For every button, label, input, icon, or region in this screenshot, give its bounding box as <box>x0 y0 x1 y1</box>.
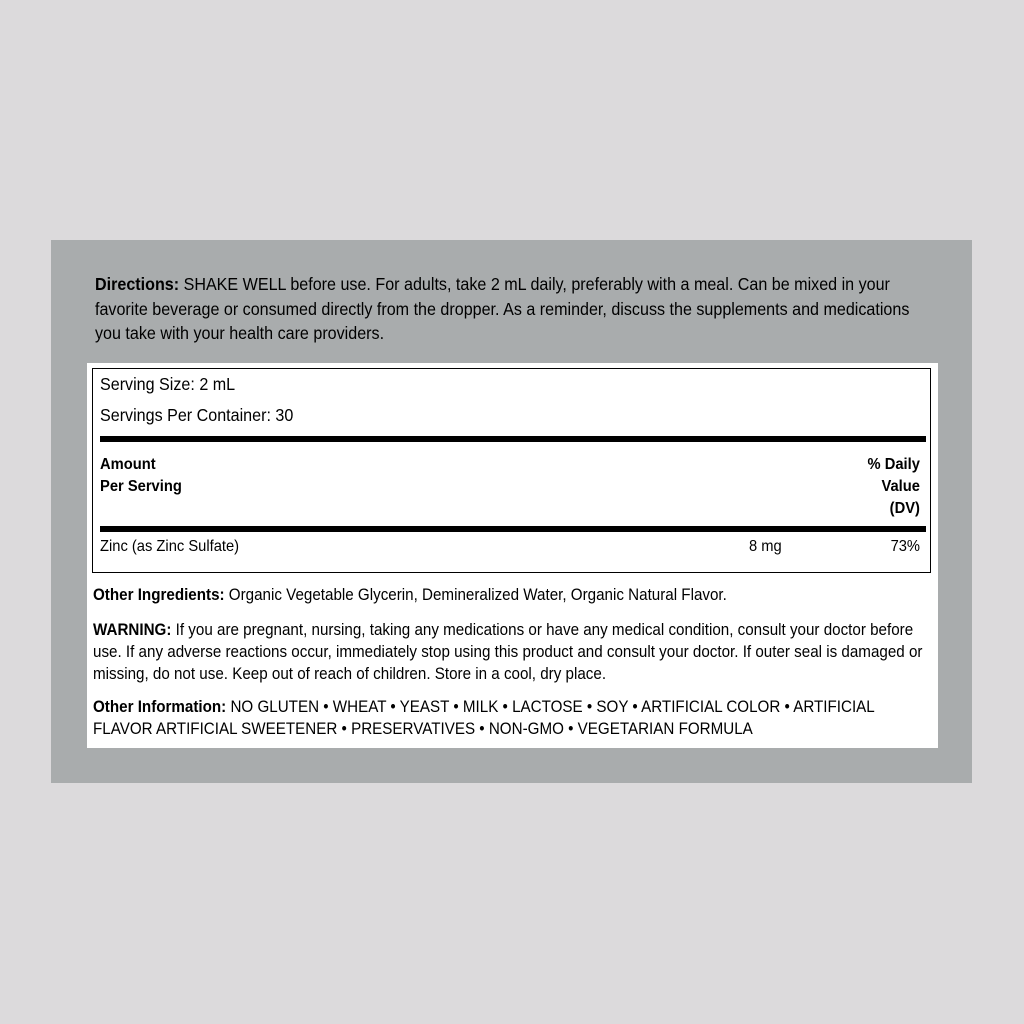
serving-size: Serving Size: 2 mL <box>100 374 236 394</box>
other-ingredients <box>93 584 930 606</box>
other-information-label: Other Information: <box>93 698 227 716</box>
nutrient-amount: 8 mg <box>749 538 782 555</box>
directions-text: SHAKE WELL before use. For adults, take 2 mL daily, preferably with a meal. Can be mixed in your favorite beverage or consumed directly from the dropper. As a reminder, discuss the supplements and medications you take with your health care providers. <box>95 274 910 343</box>
other-ingredients-text: Organic Vegetable Glycerin, Demineralized Water, Organic Natural Flavor. <box>228 586 727 604</box>
facts-divider-bottom <box>100 526 926 532</box>
warning-label: WARNING: <box>93 621 172 639</box>
warning-text: If you are pregnant, nursing, taking any medications or have any medical condition, consult your doctor before use. If any adverse reactions occur, immediately stop using this product and consult your doctor. If outer seal is damaged or missing, do not use. Keep out of reach of children. Store in a cool, dry place. <box>93 621 923 683</box>
directions-label: Directions: <box>95 274 180 294</box>
supplement-label-panel <box>51 240 972 783</box>
dv-header-line1: % Daily <box>867 456 920 473</box>
servings-per-container: Servings Per Container: 30 <box>100 405 294 425</box>
amount-header-line1: Amount <box>100 456 156 473</box>
nutrient-daily-value: 73% <box>890 538 920 555</box>
warning <box>93 619 930 685</box>
dv-header-line2: Value <box>881 478 920 495</box>
facts-divider-top <box>100 436 926 442</box>
supplement-facts-table <box>92 368 931 573</box>
amount-header-line2: Per Serving <box>100 478 182 495</box>
daily-value-header <box>868 454 920 520</box>
other-ingredients-label: Other Ingredients: <box>93 586 225 604</box>
amount-per-serving-header <box>100 454 182 498</box>
directions-paragraph <box>95 272 923 346</box>
other-information-text: NO GLUTEN • WHEAT • YEAST • MILK • LACTOSE • SOY • ARTIFICIAL COLOR • ARTIFICIAL FLAVOR ARTIFICIAL SWEETENER • PRESERVATIVES • NON-GMO • VEGETARIAN FORMULA <box>93 698 875 738</box>
other-information <box>93 696 930 740</box>
label-info-box <box>87 363 938 748</box>
nutrient-name: Zinc (as Zinc Sulfate) <box>100 538 240 555</box>
dv-header-line3: (DV) <box>889 500 920 517</box>
